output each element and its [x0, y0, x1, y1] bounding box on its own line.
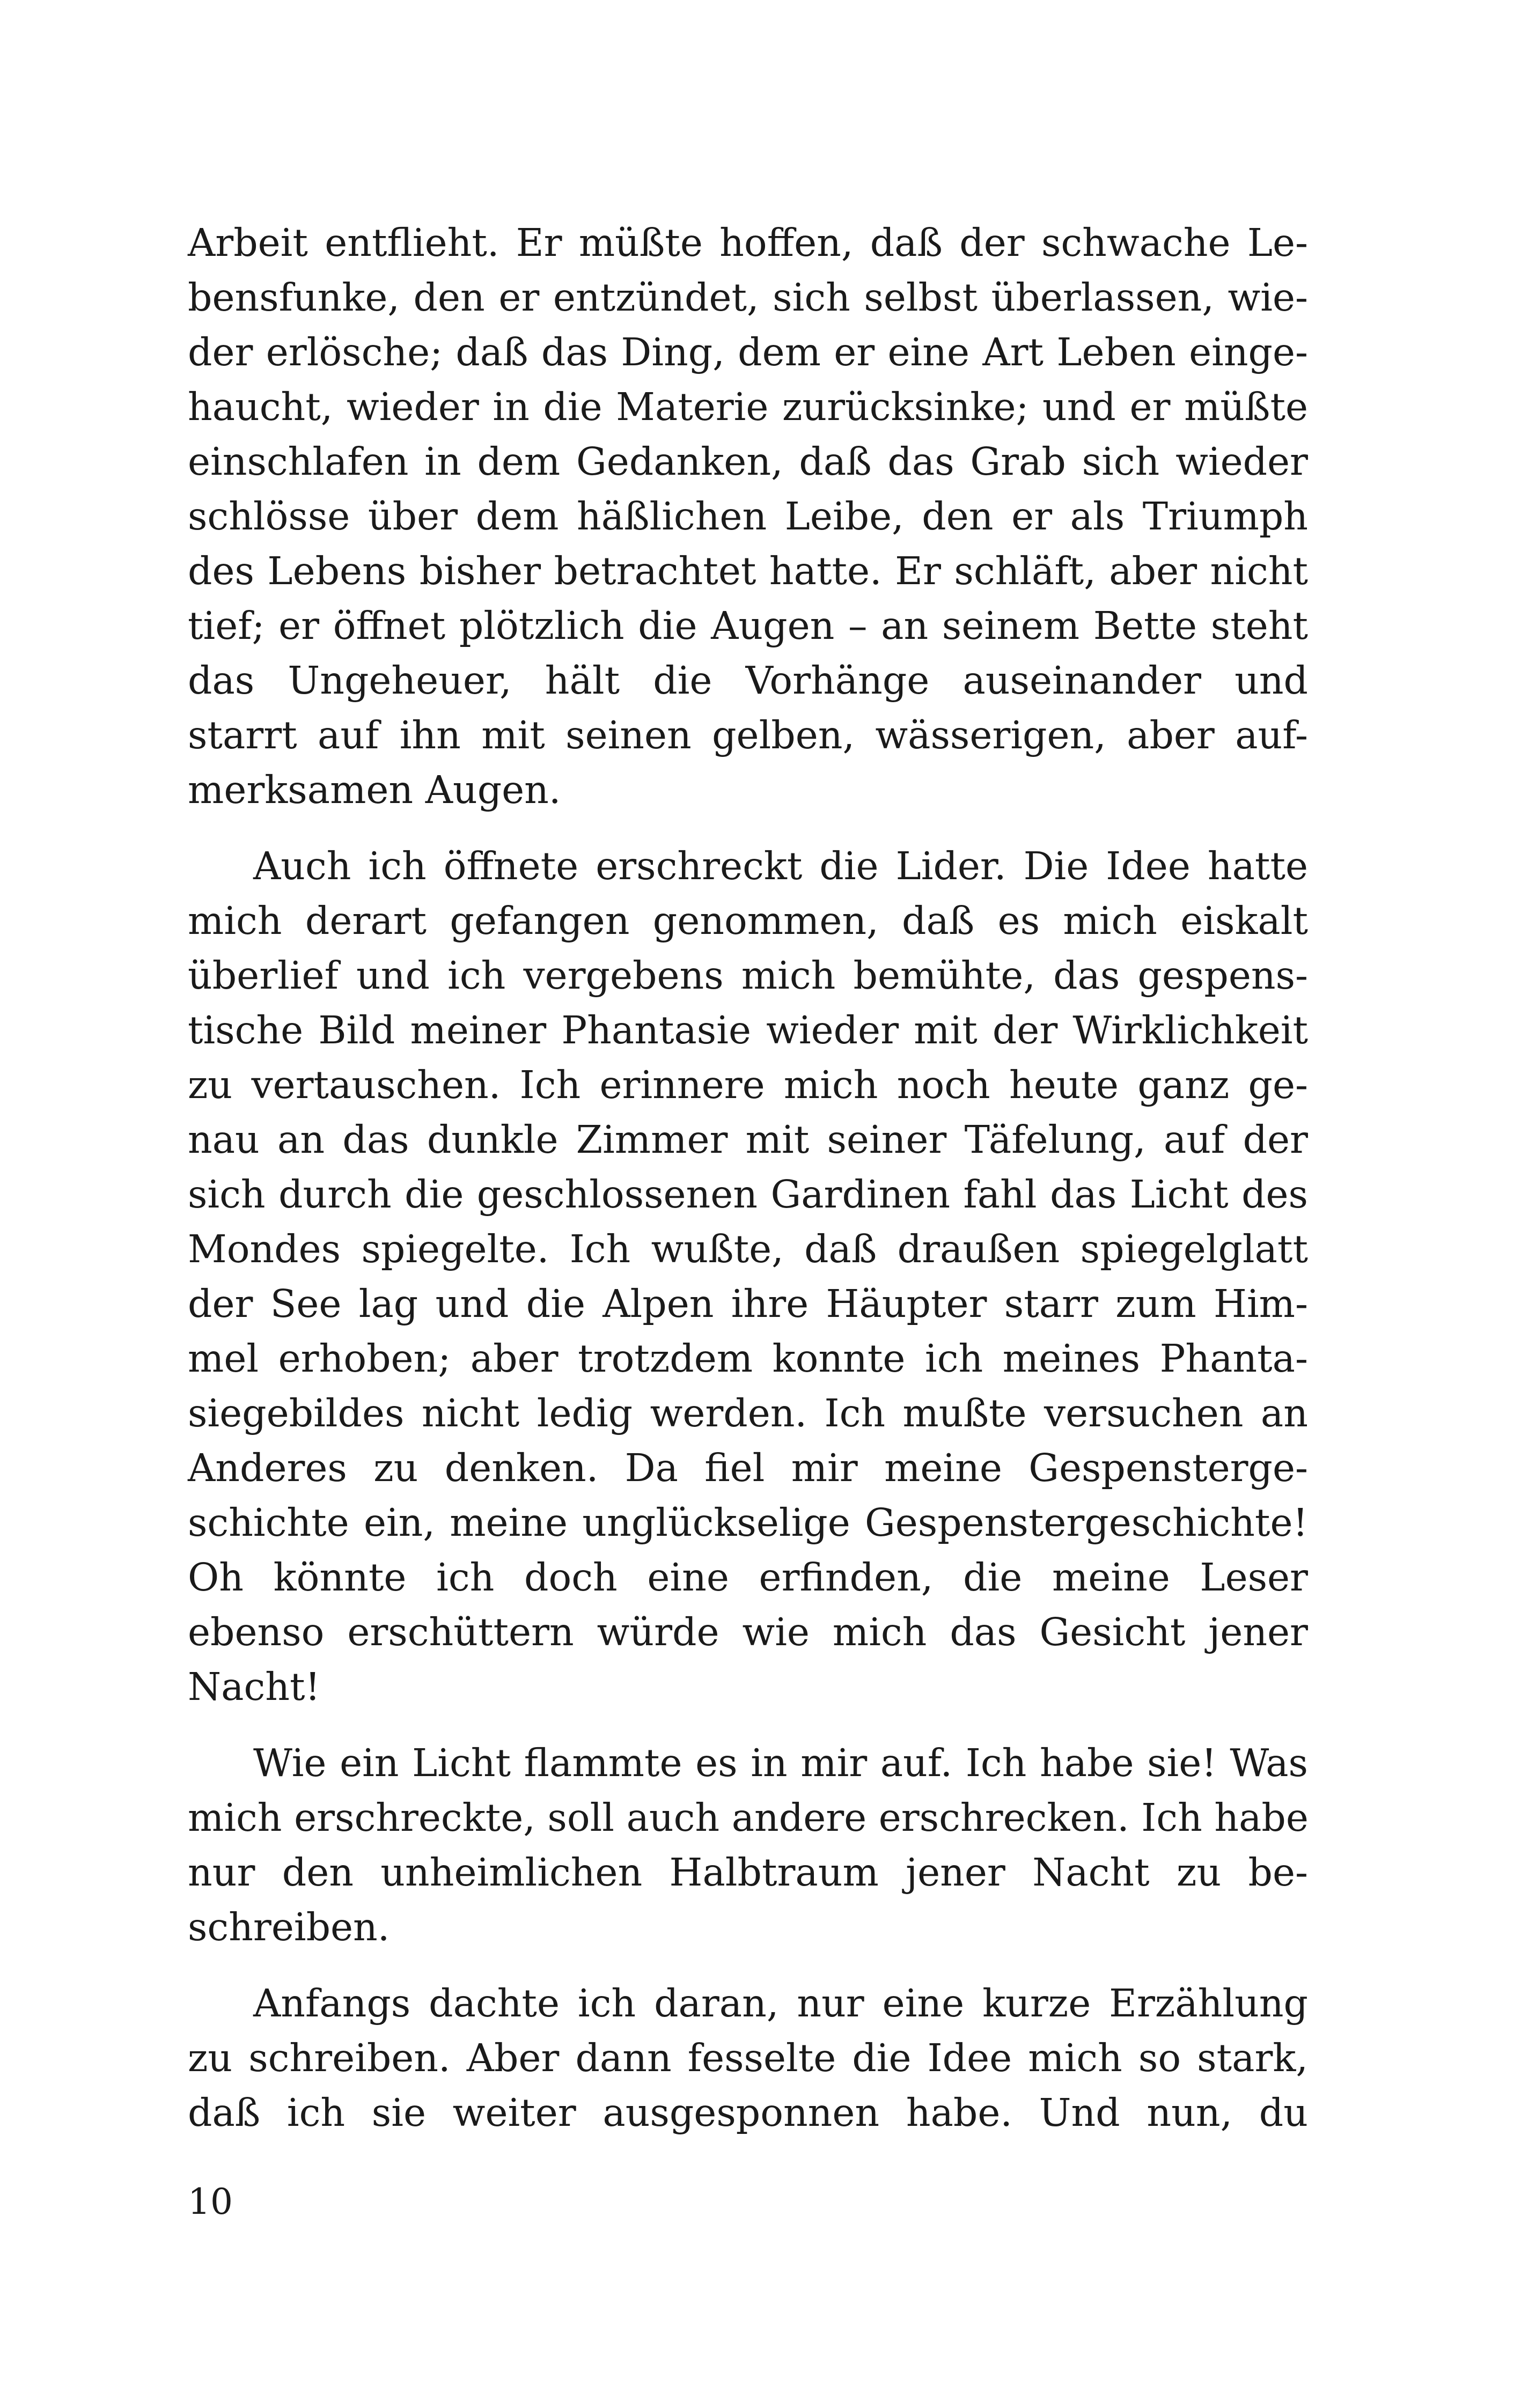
- paragraph-4: [188, 1976, 1308, 2140]
- text-line: bensfunke, den er entzündet, sich selbst überlassen, wie-: [188, 275, 1308, 320]
- text-line: nau an das dunkle Zimmer mit seiner Täfelung, auf der: [188, 1117, 1308, 1162]
- text-line: Arbeit entflieht. Er müßte hoffen, daß der schwache Le-: [188, 220, 1308, 265]
- body-text: [188, 216, 1308, 2140]
- paragraph-2: [188, 839, 1308, 1714]
- text-line: tief; er öffnet plötzlich die Augen – an seinem Bette steht: [188, 603, 1308, 648]
- text-line: sich durch die geschlossenen Gardinen fahl das Licht des: [188, 1172, 1308, 1217]
- text-line: nur den unheimlichen Halbtraum jener Nacht zu be-: [188, 1850, 1308, 1895]
- page-number: 10: [188, 2181, 233, 2222]
- text-line: Mondes spiegelte. Ich wußte, daß draußen spiegelglatt: [188, 1227, 1308, 1271]
- text-line: zu schreiben. Aber dann fesselte die Idee mich so stark,: [188, 2036, 1308, 2080]
- text-line: der See lag und die Alpen ihre Häupter starr zum Him-: [188, 1282, 1308, 1326]
- text-line: Nacht!: [188, 1665, 321, 1709]
- text-line: Oh könnte ich doch eine erfinden, die meine Leser: [188, 1555, 1308, 1600]
- text-line: das Ungeheuer, hält die Vorhänge auseinander und: [188, 658, 1308, 703]
- text-line: überlief und ich vergebens mich bemühte, das gespens-: [188, 953, 1308, 998]
- text-line: Anfangs dachte ich daran, nur eine kurze Erzählung: [253, 1981, 1308, 2026]
- text-line: schreiben.: [188, 1905, 390, 1949]
- paragraph-3: [188, 1736, 1308, 1955]
- text-line: ebenso erschüttern würde wie mich das Gesicht jener: [188, 1610, 1308, 1654]
- text-line: schichte ein, meine unglückselige Gespenstergeschichte!: [188, 1500, 1308, 1545]
- text-line: merksamen Augen.: [188, 768, 561, 812]
- text-line: Anderes zu denken. Da fiel mir meine Gespensterge-: [188, 1446, 1308, 1490]
- text-line: mich erschreckte, soll auch andere erschrecken. Ich habe: [188, 1795, 1309, 1840]
- text-line: daß ich sie weiter ausgesponnen habe. Und nun, du: [188, 2090, 1308, 2135]
- paragraph-1: [188, 216, 1308, 818]
- text-line: zu vertauschen. Ich erinnere mich noch heute ganz ge-: [188, 1063, 1308, 1107]
- text-line: schlösse über dem häßlichen Leibe, den er als Triumph: [188, 494, 1308, 539]
- text-line: tische Bild meiner Phantasie wieder mit der Wirklichkeit: [188, 1008, 1308, 1052]
- text-line: des Lebens bisher betrachtet hatte. Er schläft, aber nicht: [188, 549, 1308, 593]
- text-line: starrt auf ihn mit seinen gelben, wässerigen, aber auf-: [188, 713, 1308, 757]
- text-line: mich derart gefangen genommen, daß es mich eiskalt: [188, 899, 1308, 943]
- text-line: Wie ein Licht flammte es in mir auf. Ich habe sie! Was: [253, 1741, 1308, 1785]
- text-line: mel erhoben; aber trotzdem konnte ich meines Phanta-: [188, 1336, 1308, 1381]
- text-line: haucht, wieder in die Materie zurücksinke; und er müßte: [188, 385, 1308, 429]
- text-line: Auch ich öffnete erschreckt die Lider. Die Idee hatte: [253, 844, 1308, 888]
- text-line: der erlösche; daß das Ding, dem er eine Art Leben einge-: [188, 330, 1308, 374]
- text-line: siegebildes nicht ledig werden. Ich mußte versuchen an: [188, 1391, 1308, 1435]
- text-line: einschlafen in dem Gedanken, daß das Grab sich wieder: [188, 439, 1308, 484]
